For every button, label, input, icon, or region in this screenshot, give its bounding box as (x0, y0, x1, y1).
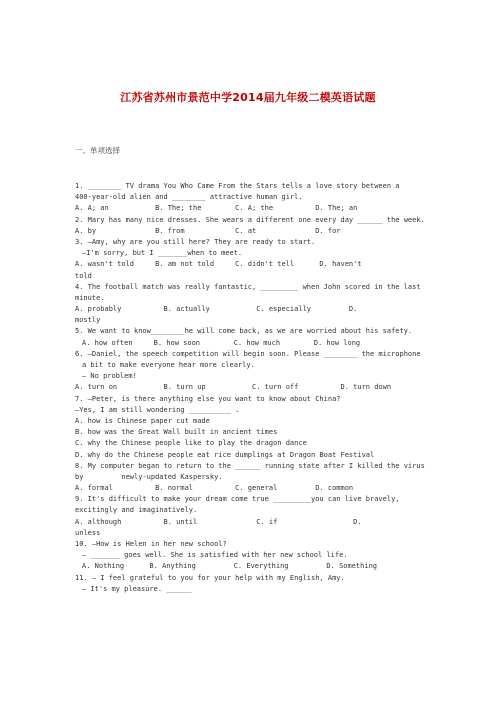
text-line: 8. My computer began to return to the ______ running state after I killed the virus (75, 461, 425, 470)
text-line: 10. —How is Helen in her new school? (75, 540, 227, 549)
text-line: — No problem! (82, 372, 137, 381)
text-line: A. Nothing B. Anything C. Everything D. Something (82, 562, 378, 571)
text-line: A. by B. from C. at D. for (75, 226, 341, 235)
text-line: A. formal B. normal C. general D. common (75, 484, 354, 493)
text-line: 6. —Daniel, the speech competition will begin soon. Please ________ the microphone (75, 349, 421, 358)
text-line: D. why do the Chinese people eat rice dumplings at Dragon Boat Festival (75, 450, 375, 459)
text-line: by newly-updated Kaspersky. (75, 472, 223, 481)
text-line: B. how was the Great Wall built in ancient times (75, 428, 278, 437)
text-line: A. A; an B. The; the C. A; the D. The; an (75, 204, 358, 213)
text-line: —I'm sorry, but I _______when to meet. (82, 249, 243, 258)
text-line: 1. ________ TV drama You Who Came From the Stars tells a love story between a (75, 182, 400, 191)
text-line: 11. — I feel grateful to you for your help with my English, Amy. (75, 573, 345, 582)
text-line: — It's my pleasure. ______ (82, 584, 192, 593)
text-line: A. how is Chinese paper cut made (75, 416, 210, 425)
text-line: A. turn on B. turn up C. turn off D. turn down (75, 383, 392, 392)
text-line: —Yes, I am still wondering __________ . (75, 405, 240, 414)
text-line: A. how often B. how soon C. how much D. how long (82, 338, 361, 347)
question-body (75, 123, 425, 617)
page-title: 江苏省苏州市景范中学2014届九年级二模英语试题 (120, 91, 376, 104)
text-line: excitingly and imaginatively. (75, 506, 198, 515)
text-line: 3. —Amy, why are you still here? They are ready to start. (75, 237, 316, 246)
text-line: 4. The football match was really fantastic, _________ when John scored in the last (75, 282, 421, 291)
question-lines (75, 181, 425, 595)
text-line: A. although B. until C. if D. (75, 517, 362, 526)
text-line: 2. Mary has many nice dresses. She wears a different one every day ______ the week. (75, 215, 425, 224)
text-line: 9. It's difficult to make your dream come true _________you can live bravely, (75, 495, 400, 504)
text-line: told (75, 271, 92, 280)
text-line: 400-year-old alien and ________ attractive human girl. (75, 193, 303, 202)
text-line: 5. We want to know________he will come back, as we are worried about his safety. (75, 327, 413, 336)
text-line: C. why the Chinese people like to play the dragon dance (75, 439, 307, 448)
text-line: — _______ goes well. She is satisfied with her new school life. (82, 551, 348, 560)
text-line: minute. (75, 293, 105, 302)
text-line: 7. —Peter, is there anything else you want to know about China? (75, 394, 341, 403)
text-line: A. wasn't told B. am not told C. didn't tell D. haven't (75, 260, 362, 269)
section-heading: 一、单项选择 (75, 146, 120, 156)
text-line: a bit to make everyone hear more clearly. (82, 361, 255, 370)
text-line: A. probably B. actually C. especially D. (75, 305, 358, 314)
text-line: unless (75, 528, 101, 537)
text-line: mostly (75, 316, 101, 325)
